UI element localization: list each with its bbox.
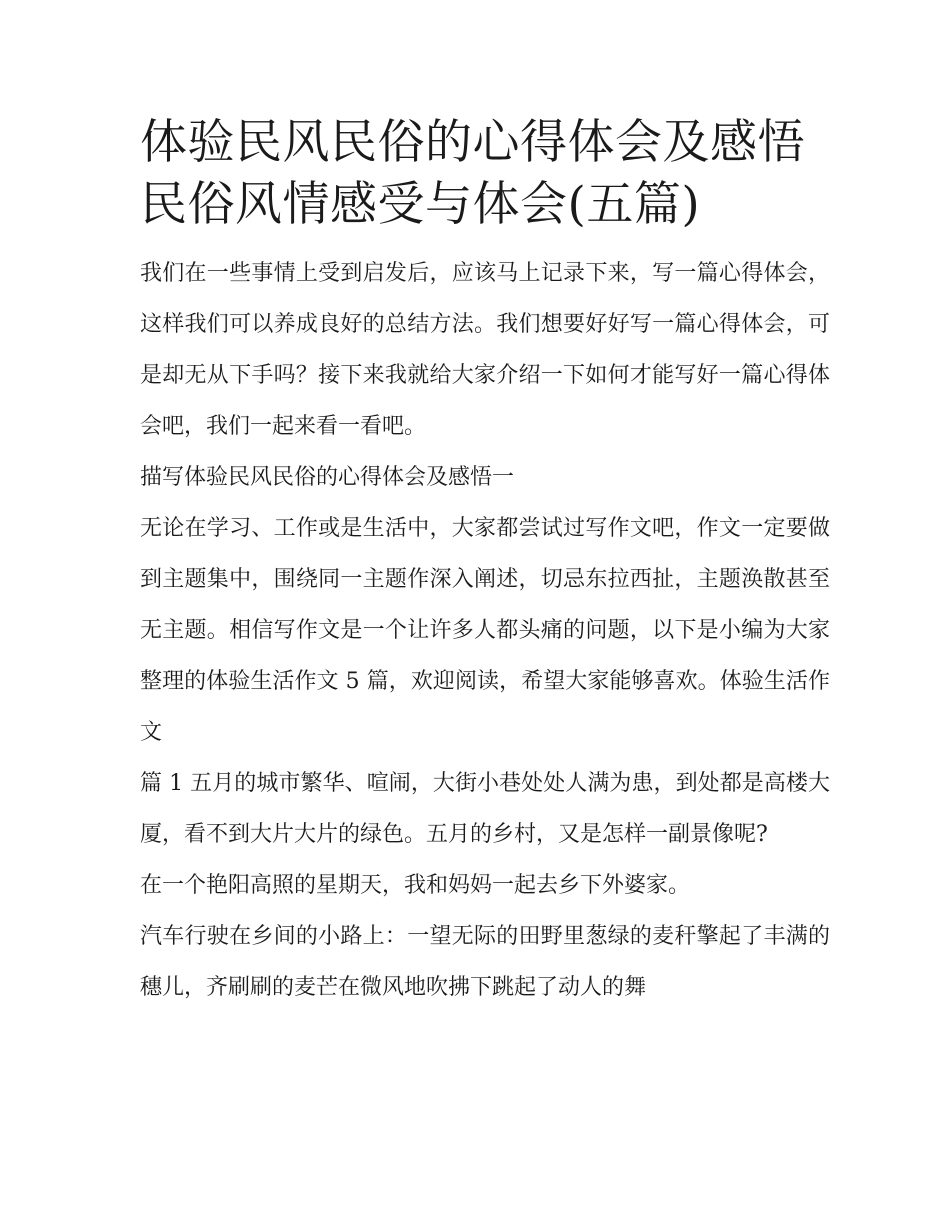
intro-paragraph: 我们在一些事情上受到启发后，应该马上记录下来，写一篇心得体会，这样我们可以养成良好的总结方法。我们想要好好写一篇心得体会，可是却无从下手吗？接下来我就给大家介绍一下如何才能写好一篇心得体会吧，我们一起来看一看吧。 — [140, 261, 830, 439]
section-heading: 描写体验民风民俗的心得体会及感悟一 — [140, 465, 515, 490]
body-paragraph: 篇 1 五月的城市繁华、喧闹，大街小巷处处人满为患，到处都是高楼大厦，看不到大片大片的绿色。五月的乡村，又是怎样一副景像呢? — [140, 771, 830, 847]
document-body — [140, 112, 830, 1013]
document-title: 体验民风民俗的心得体会及感悟 民俗风情感受与体会(五篇) — [140, 115, 805, 232]
body-paragraph: 在一个艳阳高照的星期天，我和妈妈一起去乡下外婆家。 — [140, 873, 691, 898]
body-paragraph: 无论在学习、工作或是生活中，大家都尝试过写作文吧，作文一定要做到主题集中，围绕同一主题作深入阐述，切忌东拉西扯，主题涣散甚至无主题。相信写作文是一个让许多人都头痛的问题，以下是小编为大家整理的体验生活作文 5 篇，欢迎阅读，希望大家能够喜欢。体验生活作文 — [140, 516, 830, 745]
body-paragraph: 汽车行驶在乡间的小路上：一望无际的田野里葱绿的麦秆擎起了丰满的穗儿，齐刷刷的麦芒在微风地吹拂下跳起了动人的舞 — [140, 924, 830, 1000]
